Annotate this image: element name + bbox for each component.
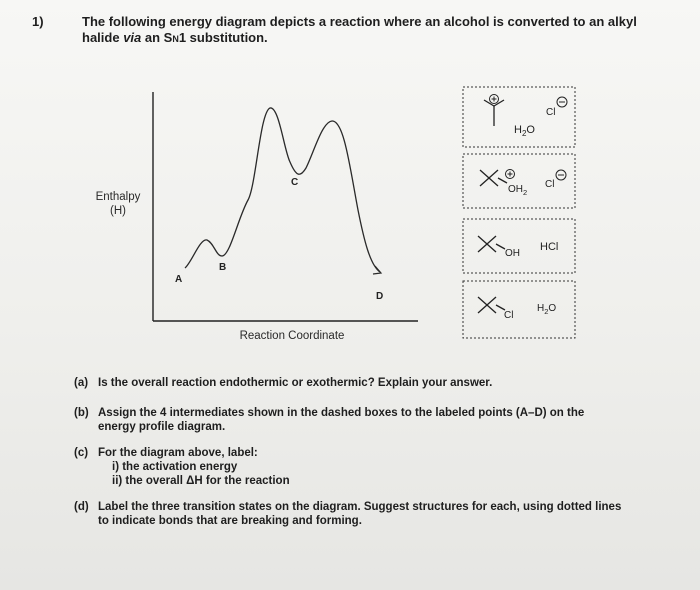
box3-hcl: HCl xyxy=(540,241,559,253)
intro-line-2-mid: an S xyxy=(141,30,173,45)
question-b-line2: energy profile diagram. xyxy=(98,421,226,433)
intro-line-2-pre: halide xyxy=(82,30,124,45)
question-a-label: (a) xyxy=(74,377,89,389)
y-axis-label-line1: Enthalpy xyxy=(95,191,141,203)
box1-chloride: Cl xyxy=(546,107,556,118)
box2-oh2: $OH_2$ xyxy=(508,184,528,197)
box2-chloride: Cl xyxy=(545,179,555,190)
point-label-a: A xyxy=(175,274,183,285)
question-c-label: (c) xyxy=(74,447,89,459)
x-axis-label: Reaction Coordinate xyxy=(239,330,345,342)
question-b-text xyxy=(98,406,638,434)
question-d-text xyxy=(98,500,638,528)
box4-water: $H_2O$ xyxy=(537,303,557,316)
intermediate-box-4 xyxy=(463,281,575,338)
box4-chlorine: Cl xyxy=(504,310,514,321)
box4-structure xyxy=(478,297,505,313)
point-label-b: B xyxy=(219,262,227,273)
question-b-label: (b) xyxy=(74,407,89,419)
box1-water: $H_2O$ xyxy=(514,124,535,138)
intro-line-2-post: 1 substitution. xyxy=(178,30,268,45)
question-c-text xyxy=(98,446,638,488)
energy-curve xyxy=(185,108,380,272)
question-number: 1) xyxy=(32,14,44,29)
question-c-line1: For the diagram above, label: xyxy=(98,447,258,459)
intro-line-1: The following energy diagram depicts a reaction where an alcohol is converted to an alkyl xyxy=(82,14,637,29)
question-a-text: Is the overall reaction endothermic or exothermic? Explain your answer. xyxy=(98,377,493,389)
question-b-line1: Assign the 4 intermediates shown in the dashed boxes to the labeled points (A–D) on the xyxy=(98,407,585,419)
box3-structure xyxy=(478,236,505,252)
intermediate-box-1 xyxy=(463,87,575,147)
question-c-i: i) the activation energy xyxy=(112,461,238,473)
box3-hydroxyl: OH xyxy=(505,248,520,259)
point-label-c: C xyxy=(291,177,299,188)
intro-via: via xyxy=(123,30,142,45)
intro-sub-n: N xyxy=(172,34,179,44)
question-d-label: (d) xyxy=(74,501,89,513)
question-d-line1: Label the three transition states on the diagram. Suggest structures for each, using dotted lines xyxy=(98,501,622,513)
y-axis-label-line2: (H) xyxy=(110,205,126,217)
point-label-d: D xyxy=(376,291,384,302)
question-c-ii: ii) the overall ΔH for the reaction xyxy=(112,475,290,487)
intermediate-box-2 xyxy=(463,154,575,208)
question-d-line2: to indicate bonds that are breaking and forming. xyxy=(98,515,362,527)
